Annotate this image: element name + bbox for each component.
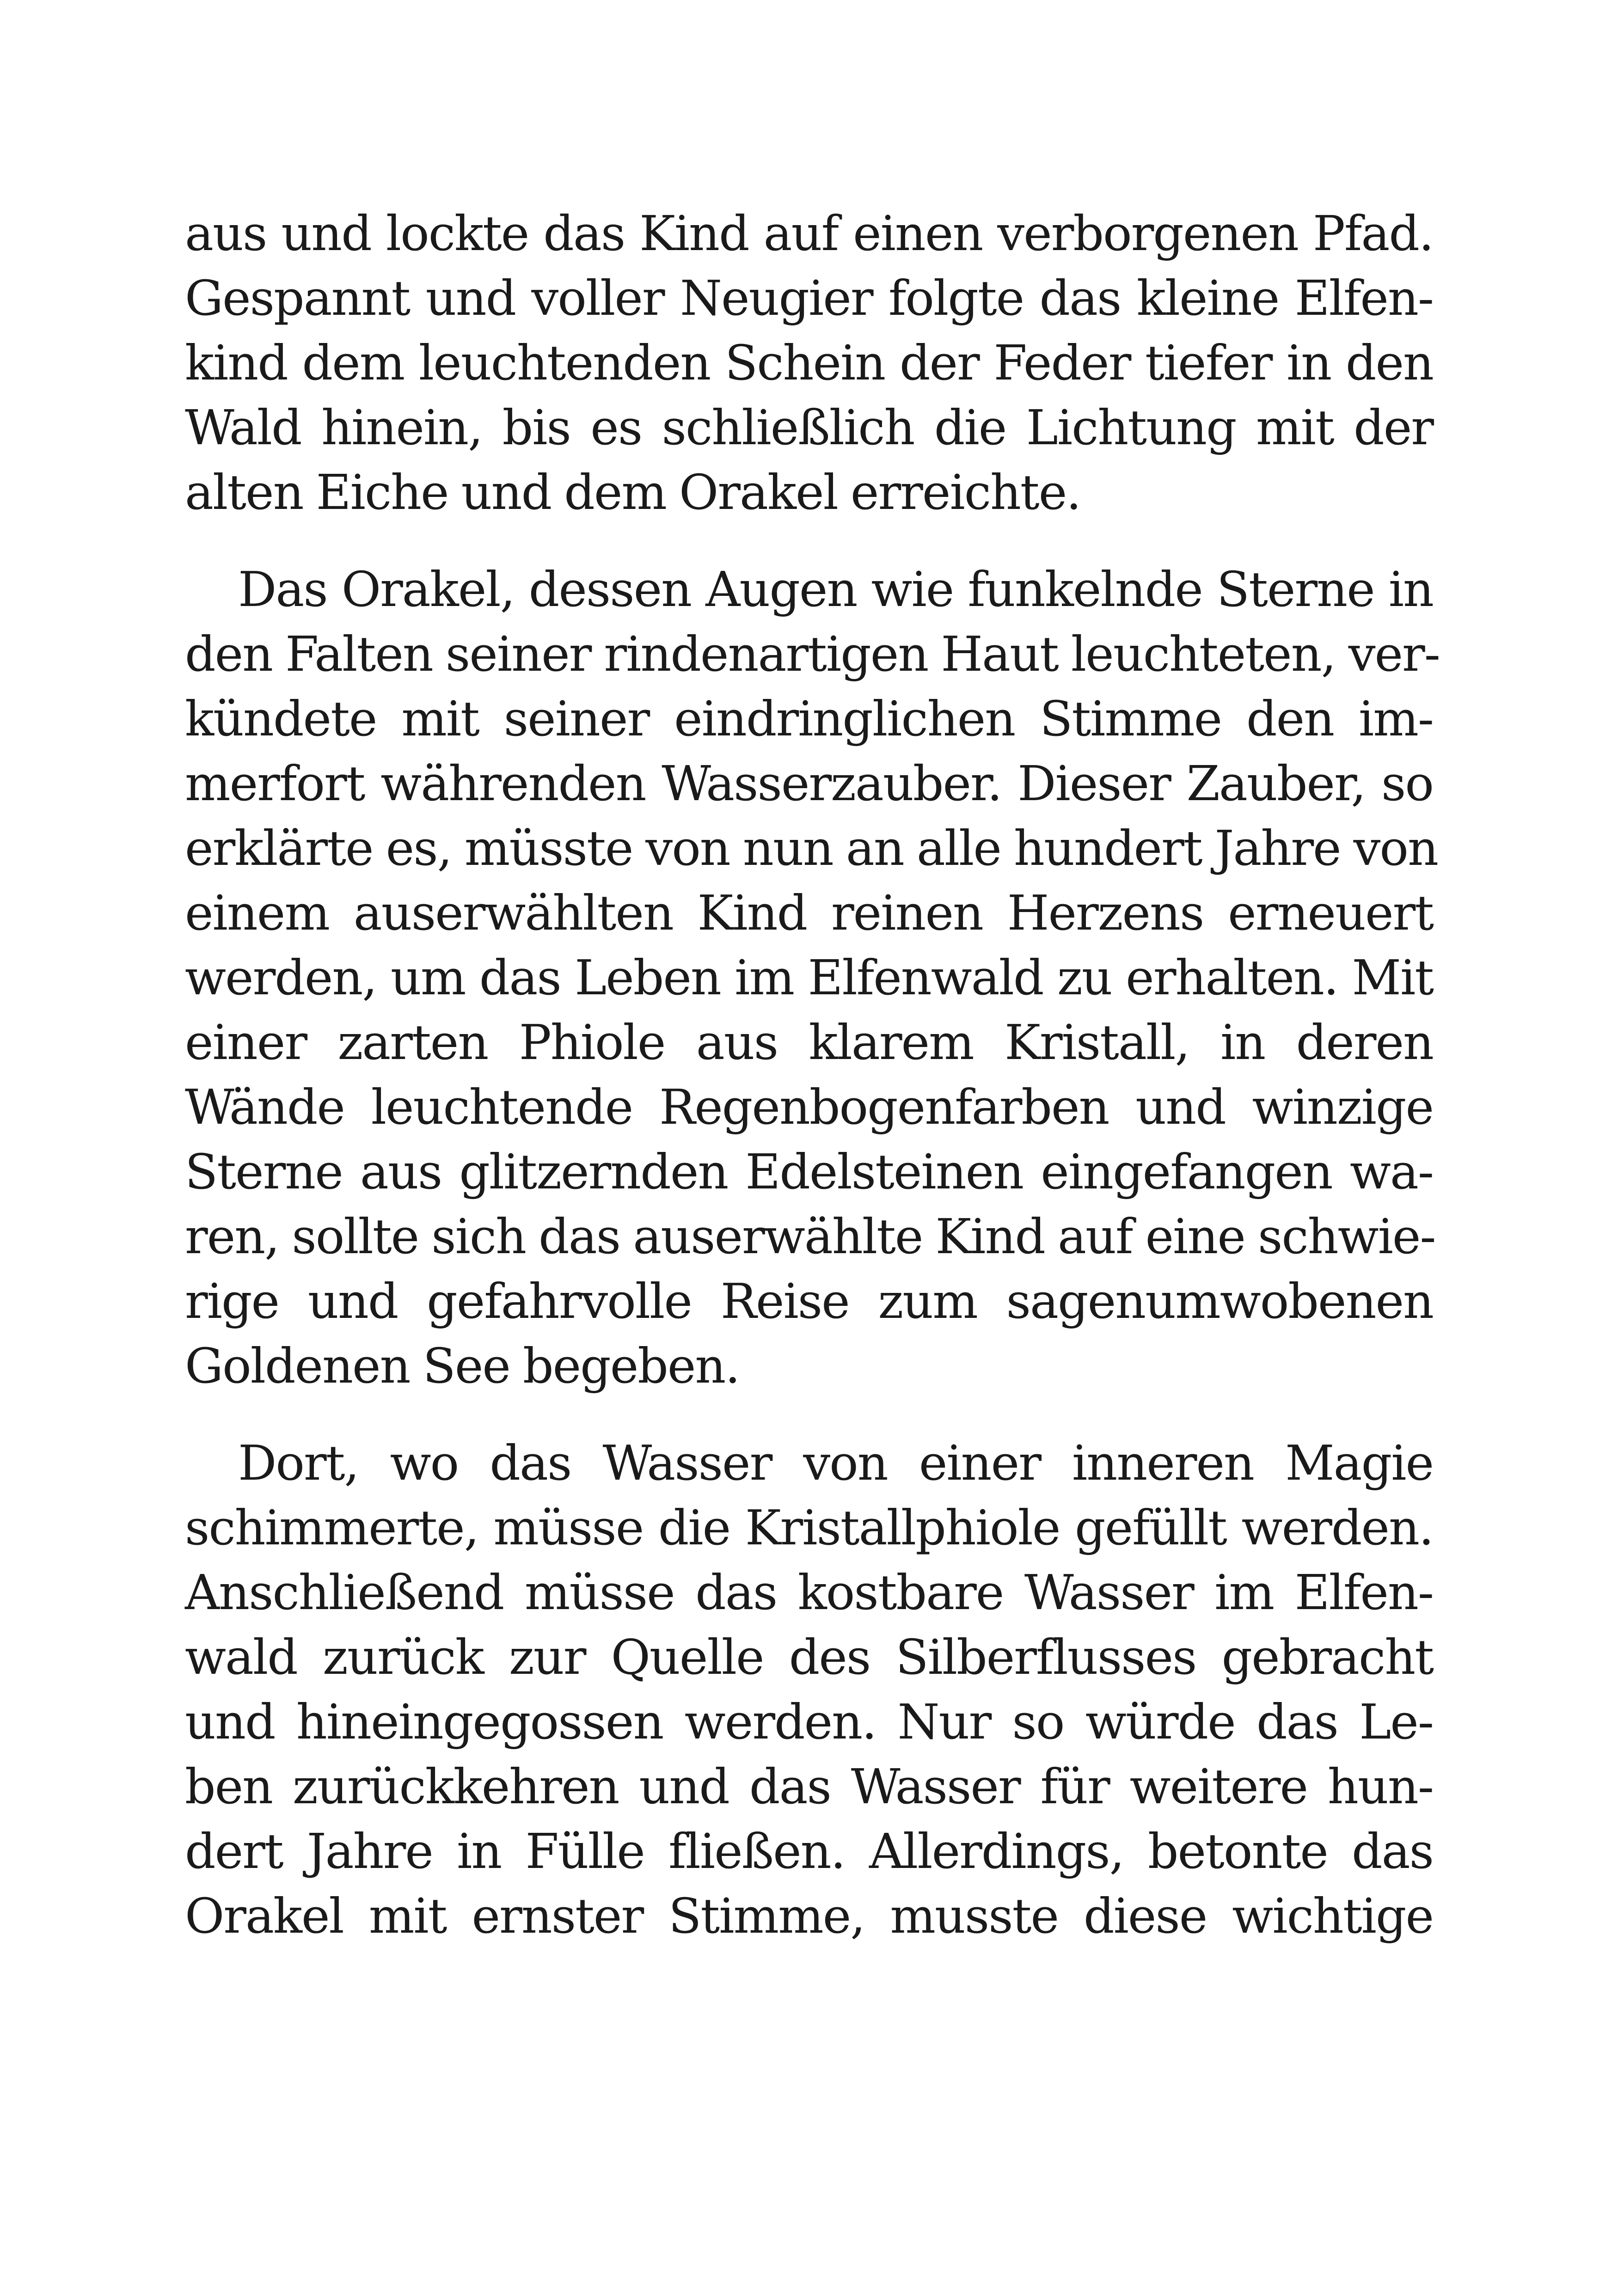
- text-line: aus und lockte das Kind auf einen verborgenen Pfad.: [185, 205, 1433, 262]
- text-line: einer zarten Phiole aus klarem Kristall, in deren: [185, 1014, 1433, 1071]
- text-line: werden, um das Leben im Elfenwald zu erhalten. Mit: [185, 949, 1433, 1006]
- text-line: kind dem leuchtenden Schein der Feder tiefer in den: [185, 335, 1433, 391]
- text-line: ren, sollte sich das auserwählte Kind auf eine schwie-: [185, 1208, 1435, 1265]
- text-line: Sterne aus glitzernden Edelsteinen eingefangen wa-: [185, 1144, 1433, 1200]
- text-line: erklärte es, müsste von nun an alle hundert Jahre von: [185, 820, 1438, 876]
- text-line: dert Jahre in Fülle fließen. Allerdings, betonte das: [185, 1823, 1433, 1880]
- text-line: den Falten seiner rindenartigen Haut leuchteten, ver-: [185, 626, 1440, 682]
- text-line: kündete mit seiner eindringlichen Stimme den im-: [185, 691, 1433, 747]
- text-line: Wald hinein, bis es schließlich die Lichtung mit der: [185, 399, 1433, 456]
- text-line: Das Orakel, dessen Augen wie funkelnde Sterne in: [238, 561, 1433, 618]
- text-line: Dort, wo das Wasser von einer inneren Magie: [238, 1435, 1433, 1491]
- paragraph-2: [185, 557, 1440, 1398]
- text-line: Orakel mit ernster Stimme, musste diese wichtige: [185, 1888, 1433, 1944]
- text-line: schimmerte, müsse die Kristallphiole gefüllt werden.: [185, 1500, 1433, 1556]
- text-line: merfort währenden Wasserzauber. Dieser Zauber, so: [185, 755, 1433, 812]
- paragraph-1: [185, 201, 1433, 525]
- text-line: einem auserwählten Kind reinen Herzens erneuert: [185, 885, 1433, 941]
- text-line: Goldenen See begeben.: [185, 1338, 740, 1394]
- text-line: alten Eiche und dem Orakel erreichte.: [185, 464, 1081, 520]
- text-line: und hineingegossen werden. Nur so würde das Le-: [185, 1694, 1433, 1750]
- paragraph-3: [185, 1431, 1433, 1948]
- text-line: Wände leuchtende Regenbogenfarben und winzige: [185, 1079, 1433, 1135]
- text-line: ben zurückkehren und das Wasser für weitere hun-: [185, 1758, 1433, 1815]
- text-line: Gespannt und voller Neugier folgte das kleine Elfen-: [185, 270, 1433, 326]
- text-line: wald zurück zur Quelle des Silberflusses gebracht: [185, 1629, 1433, 1685]
- body-text: [185, 201, 1440, 1948]
- text-line: rige und gefahrvolle Reise zum sagenumwobenen: [185, 1273, 1433, 1329]
- text-line: Anschließend müsse das kostbare Wasser im Elfen-: [185, 1564, 1433, 1621]
